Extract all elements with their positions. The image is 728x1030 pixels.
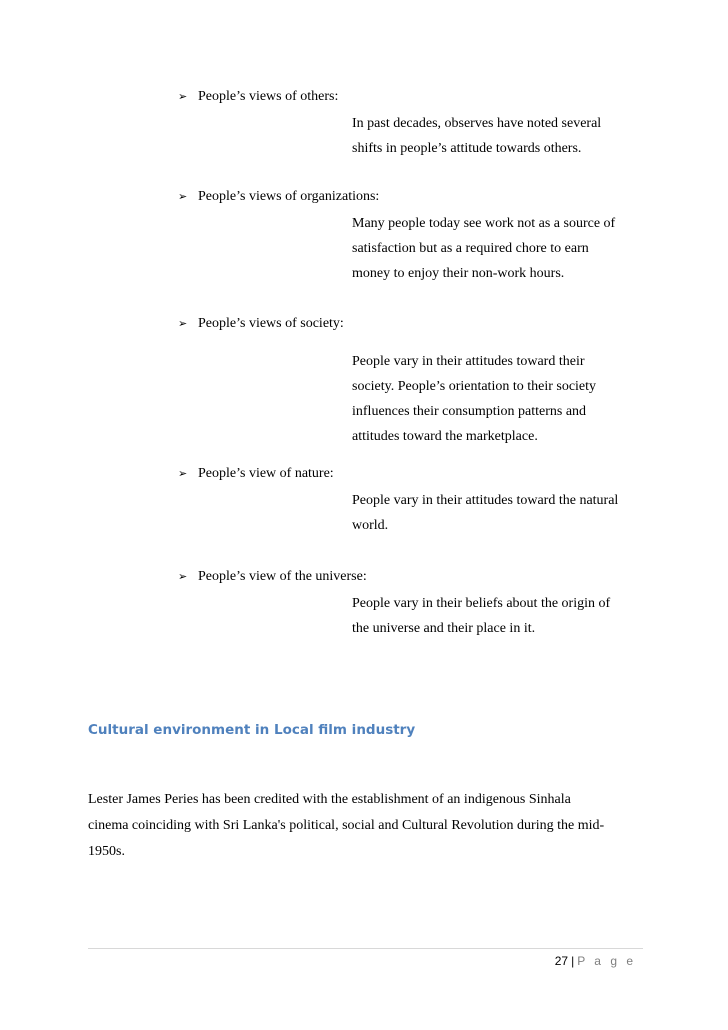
section-paragraph: [88, 787, 648, 865]
bullet-description: [352, 488, 642, 538]
description-line: People vary in their attitudes toward their: [352, 354, 585, 369]
bullet-label: People’s views of others:: [198, 89, 339, 104]
bullet-label: People’s views of organizations:: [198, 189, 380, 204]
bullet-description: [352, 111, 642, 161]
page-word: P a g e: [577, 954, 636, 968]
bullet-description: [352, 211, 642, 286]
page-footer: [555, 954, 636, 968]
description-line: the universe and their place in it.: [352, 621, 536, 636]
description-line: satisfaction but as a required chore to earn: [352, 241, 589, 256]
description-line: society. People’s orientation to their society: [352, 379, 597, 394]
bullet-views-of-organizations: [178, 188, 379, 206]
bullet-label: People’s view of nature:: [198, 466, 334, 481]
arrow-bullet-icon: ➢: [178, 467, 188, 480]
bullet-view-of-universe: [178, 568, 367, 586]
paragraph-line: cinema coinciding with Sri Lanka's political, social and Cultural Revolution during the mid-: [88, 818, 605, 833]
description-line: shifts in people’s attitude towards others.: [352, 141, 582, 156]
bullet-view-of-nature: [178, 465, 334, 483]
bullet-label: People’s view of the universe:: [198, 569, 367, 584]
arrow-bullet-icon: ➢: [178, 570, 188, 583]
description-line: attitudes toward the marketplace.: [352, 429, 538, 444]
section-heading: Cultural environment in Local film industry: [88, 722, 416, 738]
paragraph-line: Lester James Peries has been credited with the establishment of an indigenous Sinhala: [88, 792, 571, 807]
bullet-views-of-others: [178, 88, 338, 106]
page-separator: |: [571, 954, 575, 968]
description-line: People vary in their attitudes toward the natural: [352, 493, 619, 508]
arrow-bullet-icon: ➢: [178, 190, 188, 203]
description-line: People vary in their beliefs about the origin of: [352, 596, 611, 611]
description-line: money to enjoy their non-work hours.: [352, 266, 565, 281]
bullet-views-of-society: [178, 315, 344, 333]
paragraph-line: 1950s.: [88, 844, 125, 859]
bullet-label: People’s views of society:: [198, 316, 344, 331]
arrow-bullet-icon: ➢: [178, 90, 188, 103]
description-line: world.: [352, 518, 389, 533]
bullet-description: [352, 349, 642, 449]
arrow-bullet-icon: ➢: [178, 317, 188, 330]
description-line: Many people today see work not as a source of: [352, 216, 616, 231]
footer-divider: [88, 948, 643, 949]
bullet-description: [352, 591, 642, 641]
description-line: In past decades, observes have noted several: [352, 116, 602, 131]
description-line: influences their consumption patterns and: [352, 404, 587, 419]
page-number: 27: [554, 954, 569, 968]
